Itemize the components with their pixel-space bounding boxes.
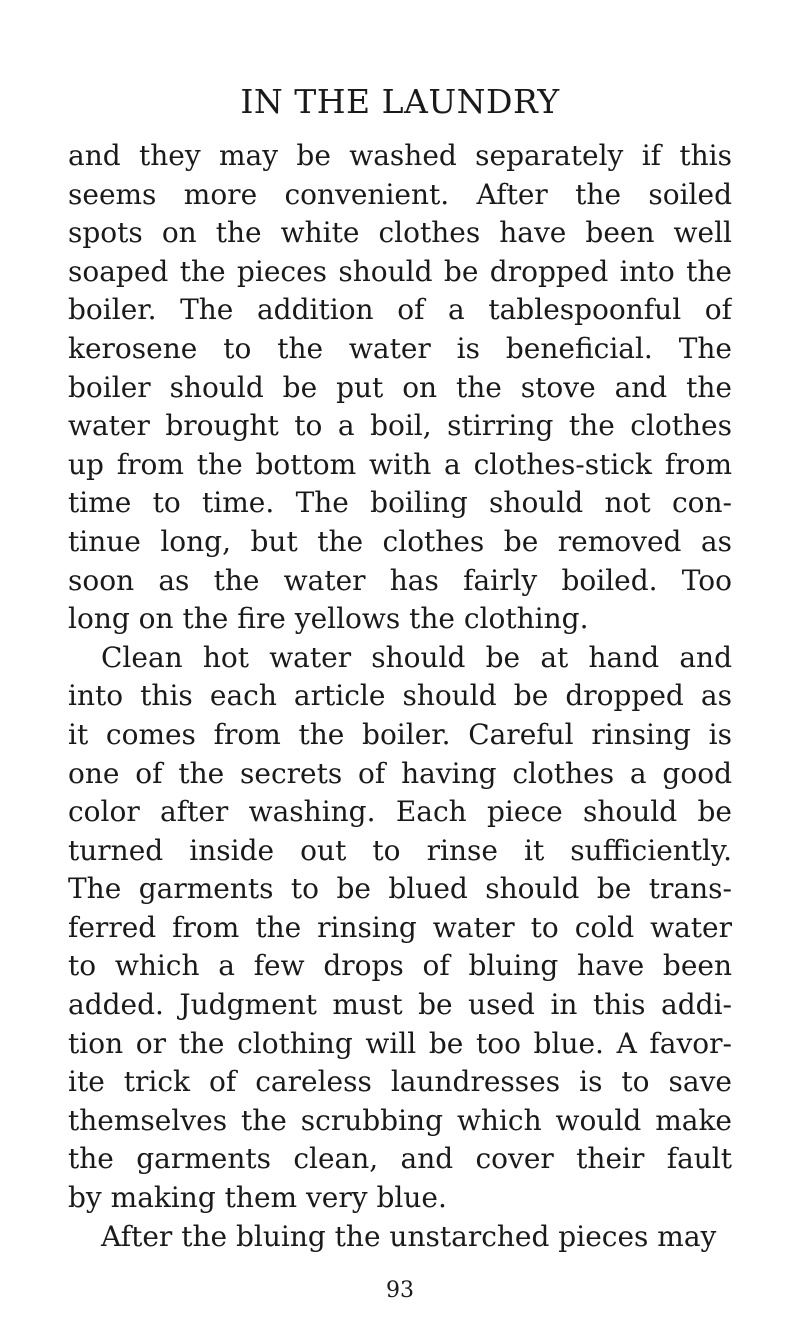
text-line: seems more convenient. After the soiled bbox=[68, 177, 732, 211]
running-head: IN THE LAUNDRY bbox=[240, 82, 560, 121]
text-line: color after washing. Each piece should be bbox=[68, 795, 732, 829]
text-line: soaped the pieces should be dropped into the bbox=[68, 254, 732, 288]
text-line: themselves the scrubbing which would make bbox=[68, 1103, 732, 1137]
page-number: 93 bbox=[386, 1278, 414, 1303]
text-line: ite trick of careless laundresses is to save bbox=[68, 1065, 732, 1099]
text-line: The garments to be blued should be trans- bbox=[68, 872, 732, 906]
text-line: Clean hot water should be at hand and bbox=[101, 640, 732, 674]
body-text bbox=[68, 137, 732, 1256]
text-line: it comes from the boiler. Careful rinsing is bbox=[68, 717, 732, 751]
text-line: tion or the clothing will be too blue. A favor- bbox=[68, 1026, 732, 1060]
text-line: turned inside out to rinse it sufficiently. bbox=[68, 833, 732, 867]
text-line: added. Judgment must be used in this addi- bbox=[68, 988, 732, 1022]
text-line: up from the bottom with a clothes-stick from bbox=[68, 447, 732, 481]
text-line: ferred from the rinsing water to cold water bbox=[68, 910, 732, 944]
text-line: water brought to a boil, stirring the clothes bbox=[68, 409, 732, 443]
text-line: spots on the white clothes have been well bbox=[68, 216, 732, 250]
text-line: tinue long, but the clothes be removed as bbox=[68, 524, 732, 558]
text-line: into this each article should be dropped as bbox=[68, 679, 732, 713]
text-line: soon as the water has fairly boiled. Too bbox=[68, 563, 732, 597]
text-line: kerosene to the water is beneficial. The bbox=[68, 331, 732, 365]
text-line: the garments clean, and cover their fault bbox=[68, 1142, 732, 1176]
text-line: boiler should be put on the stove and the bbox=[68, 370, 732, 404]
text-line: and they may be washed separately if this bbox=[68, 139, 732, 172]
text-line: long on the fire yellows the clothing. bbox=[68, 602, 589, 636]
text-line: one of the secrets of having clothes a good bbox=[68, 756, 732, 790]
text-line: to which a few drops of bluing have been bbox=[68, 949, 732, 983]
text-line: by making them very blue. bbox=[68, 1181, 447, 1215]
text-line: boiler. The addition of a tablespoonful of bbox=[68, 293, 732, 327]
text-line: After the bluing the unstarched pieces may bbox=[101, 1219, 717, 1253]
text-line: time to time. The boiling should not con- bbox=[68, 486, 732, 520]
